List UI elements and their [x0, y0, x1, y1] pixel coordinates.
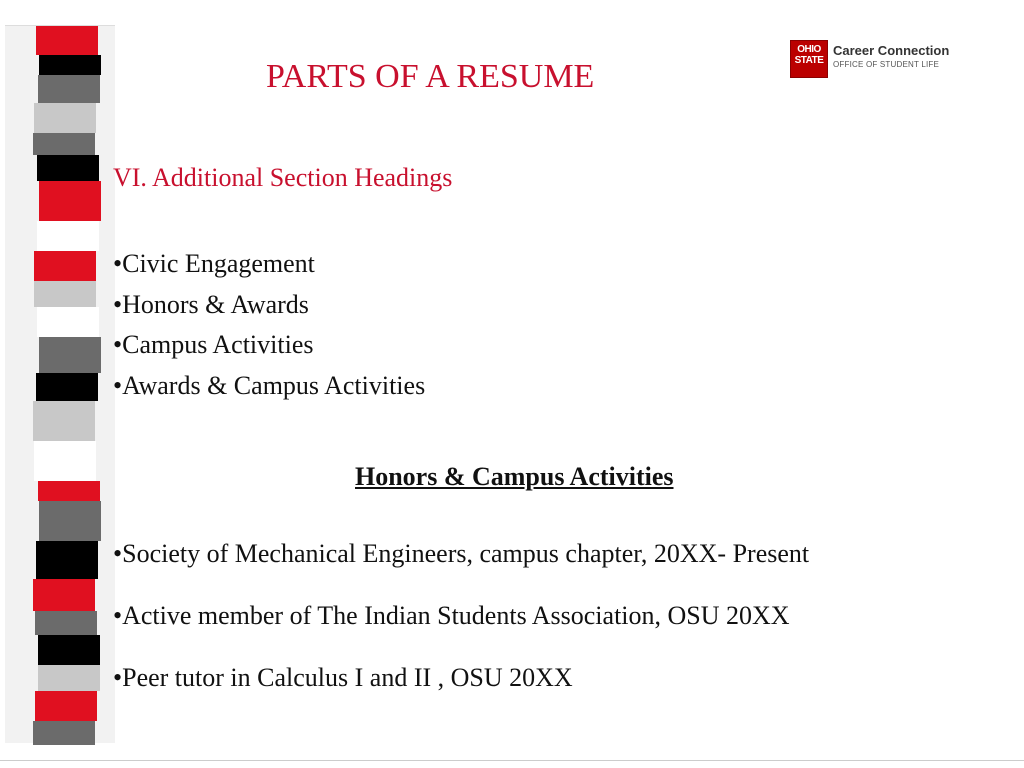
stripe-band: [34, 251, 96, 281]
logo-name: Career Connection: [833, 43, 950, 58]
stripe-top-edge: [5, 25, 115, 26]
logo-subtitle: OFFICE OF STUDENT LIFE: [833, 60, 940, 69]
career-connection-logo: [790, 40, 950, 78]
stripe-band: [33, 579, 95, 611]
stripe-band: [39, 337, 101, 373]
stripe-band: [39, 55, 101, 75]
stripe-band: [34, 103, 96, 133]
stripe-band: [37, 307, 99, 337]
seal-line-2: STATE: [794, 55, 824, 66]
stripe-band: [37, 155, 99, 181]
list-item: •Honors & Awards: [113, 289, 309, 319]
stripe-band: [36, 373, 98, 401]
stripe-band: [34, 281, 96, 307]
list-item: •Campus Activities: [113, 330, 314, 359]
stripe-band: [36, 541, 98, 579]
stripe-band: [35, 611, 97, 635]
stripe-band: [38, 635, 100, 665]
seal-line-1: OHIO: [797, 44, 821, 55]
stripe-band: [39, 181, 101, 221]
list-item: •Peer tutor in Calculus I and II , OSU 20XX: [113, 663, 573, 692]
example-heading: Honors & Campus Activities: [355, 462, 674, 491]
example-items-list: [113, 523, 809, 709]
stripe-band: [33, 401, 95, 441]
stripe-band: [34, 441, 96, 481]
decorative-stripe-column: [0, 0, 120, 745]
stripe-band: [38, 75, 100, 103]
stripe-band: [33, 133, 95, 155]
ohio-state-seal-icon: [790, 40, 828, 78]
list-item: •Society of Mechanical Engineers, campus chapter, 20XX- Present: [113, 539, 810, 568]
list-item: •Awards & Campus Activities: [113, 370, 426, 400]
heading-options-list: [113, 244, 425, 406]
stripe-band: [35, 691, 97, 721]
list-item: •Civic Engagement: [113, 249, 315, 278]
section-heading: VI. Additional Section Headings: [113, 163, 453, 192]
stripe-band: [38, 481, 100, 501]
stripe-band: [39, 501, 101, 541]
slide-title: PARTS OF A RESUME: [266, 58, 595, 95]
stripe-band: [38, 665, 100, 691]
stripe-band: [37, 221, 99, 251]
stripe-band: [33, 721, 95, 745]
stripe-band: [36, 25, 98, 55]
list-item: •Active member of The Indian Students Association, OSU 20XX: [113, 601, 790, 630]
bottom-divider: [0, 760, 1024, 761]
